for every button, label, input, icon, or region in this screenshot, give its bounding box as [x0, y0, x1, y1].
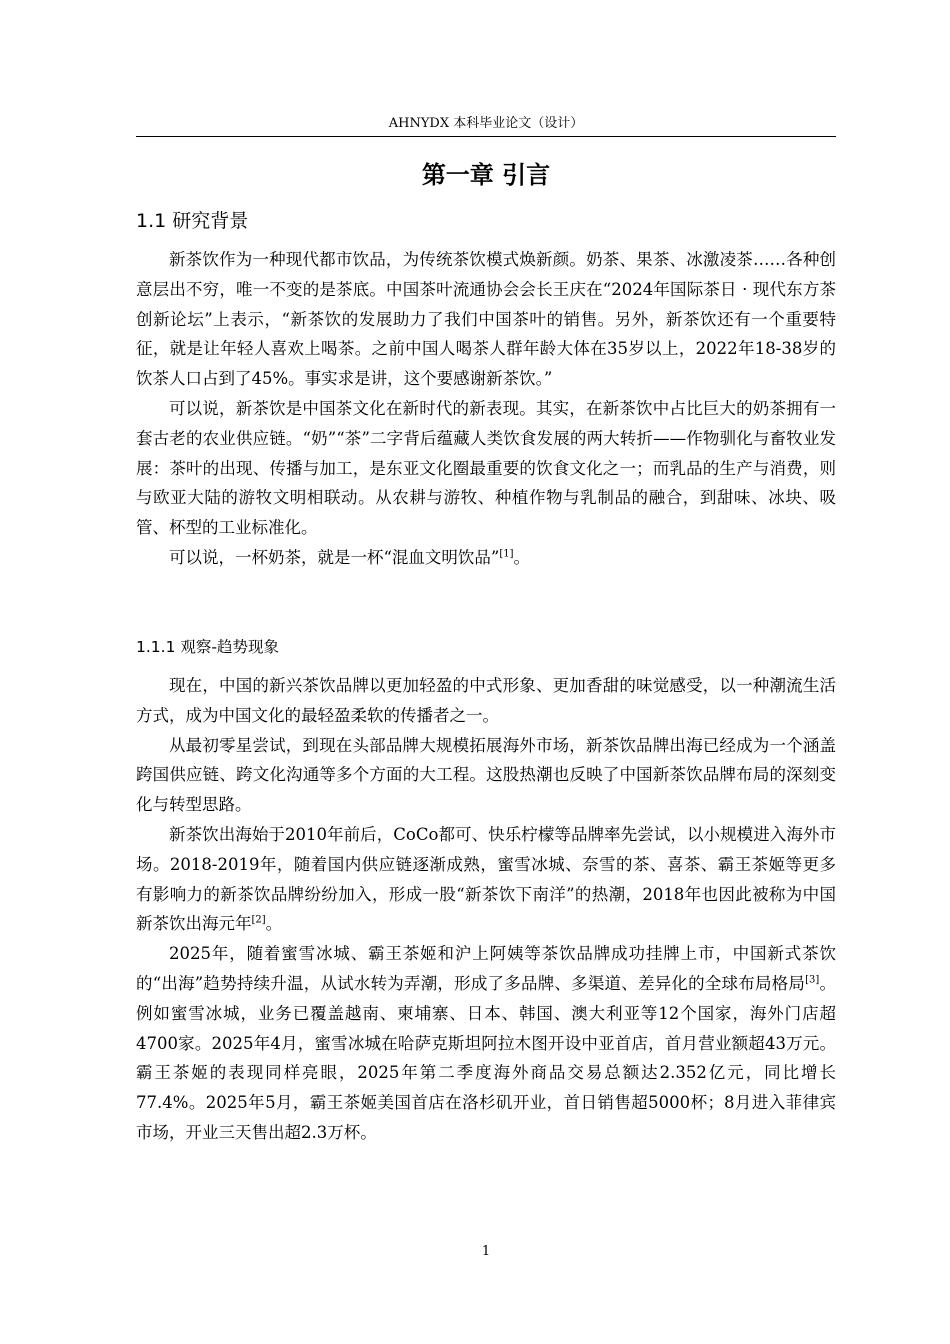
paragraph: 新茶饮作为一种现代都市饮品，为传统茶饮模式焕新颜。奶茶、果茶、冰激凌茶……各种创意层出不穷，唯一不变的是茶底。中国茶叶流通协会会长王庆在“2024年国际茶日 · 现代东方茶创新论坛”上表示，“新茶饮的发展助力了我们中国茶叶的销售。另外，新茶饮还有一个重要特征，就是让年轻人喜欢上喝茶。之前中国人喝茶人群年龄大体在35岁以上，2022年18-38岁的饮茶人口占到了45%。事实求是讲，这个要感谢新茶饮。” [136, 250, 836, 389]
paragraph-text: 。例如蜜雪冰城，业务已覆盖越南、柬埔寨、日本、韩国、澳大利亚等12个国家，海外门店超4700家。2025年4月，蜜雪冰城在哈萨克斯坦阿拉木图开设中亚首店，首月营业额超43万元。霸王茶姬的表现同样亮眼，2025年第二季度海外商品交易总额达2.352亿元，同比增长77.4%。2025年5月，霸王茶姬美国首店在洛杉矶开业，首日销售超5000杯；8月进入菲律宾市场，开业三天售出超2.3万杯。 [136, 973, 837, 1142]
paragraph [136, 820, 836, 939]
page-number: 1 [481, 1244, 491, 1259]
paragraph-tail: 。 [513, 547, 531, 567]
paragraph-text: 2025年，随着蜜雪冰城、霸王茶姬和沪上阿姨等茶饮品牌成功挂牌上市，中国新式茶饮的“出海”趋势持续升温，从试水转为弄潮，形成了多品牌、多渠道、差异化的全球布局格局 [136, 944, 836, 993]
citation-ref: [1] [499, 548, 514, 560]
paragraph-text: 新茶饮出海始于2010年前后，CoCo都可、快乐柠檬等品牌率先尝试，以小规模进入海外市场。2018-2019年，随着国内供应链逐渐成熟，蜜雪冰城、奈雪的茶、喜茶、霸王茶姬等更多有影响力的新茶饮品牌纷纷加入，形成一股“新茶饮下南洋”的热潮，2018年也因此被称为中国新茶饮出海元年 [136, 824, 836, 934]
section-heading-1-1: 1.1 研究背景 [136, 210, 249, 232]
section-1-1-1-body [136, 671, 836, 1148]
paragraph: 现在，中国的新兴茶饮品牌以更加轻盈的中式形象、更加香甜的味觉感受，以一种潮流生活方式，成为中国文化的最轻盈柔软的传播者之一。 [136, 676, 836, 725]
paragraph [136, 543, 836, 573]
paragraph-tail: 。 [265, 914, 283, 934]
paragraph: 从最初零星尝试，到现在头部品牌大规模拓展海外市场，新茶饮品牌出海已经成为一个涵盖跨国供应链、跨文化沟通等多个方面的大工程。这股热潮也反映了中国新茶饮品牌布局的深刻变化与转型思路。 [136, 735, 836, 815]
section-1-1-body [136, 245, 836, 573]
paragraph [136, 939, 836, 1148]
section-heading-1-1-1: 1.1.1 观察-趋势现象 [136, 638, 279, 656]
paragraph-text: 可以说，一杯奶茶，就是一杯“混血文明饮品” [169, 547, 500, 567]
paragraph: 可以说，新茶饮是中国茶文化在新时代的新表现。其实，在新茶饮中占比巨大的奶茶拥有一套古老的农业供应链。“奶”“茶”二字背后蕴藏人类饮食发展的两大转折——作物驯化与畜牧业发展：茶叶的出现、传播与加工，是东亚文化圈最重要的饮食文化之一；而乳品的生产与消费，则与欧亚大陆的游牧文明相联动。从农耕与游牧、种植作物与乳制品的融合，到甜味、冰块、吸管、杯型的工业标准化。 [136, 398, 836, 538]
citation-ref: [3] [805, 974, 820, 986]
running-header: AHNYDX 本科毕业论文（设计） [388, 116, 584, 131]
header-divider [136, 136, 836, 137]
chapter-title: 第一章 引言 [421, 161, 551, 189]
citation-ref: [2] [251, 914, 266, 926]
